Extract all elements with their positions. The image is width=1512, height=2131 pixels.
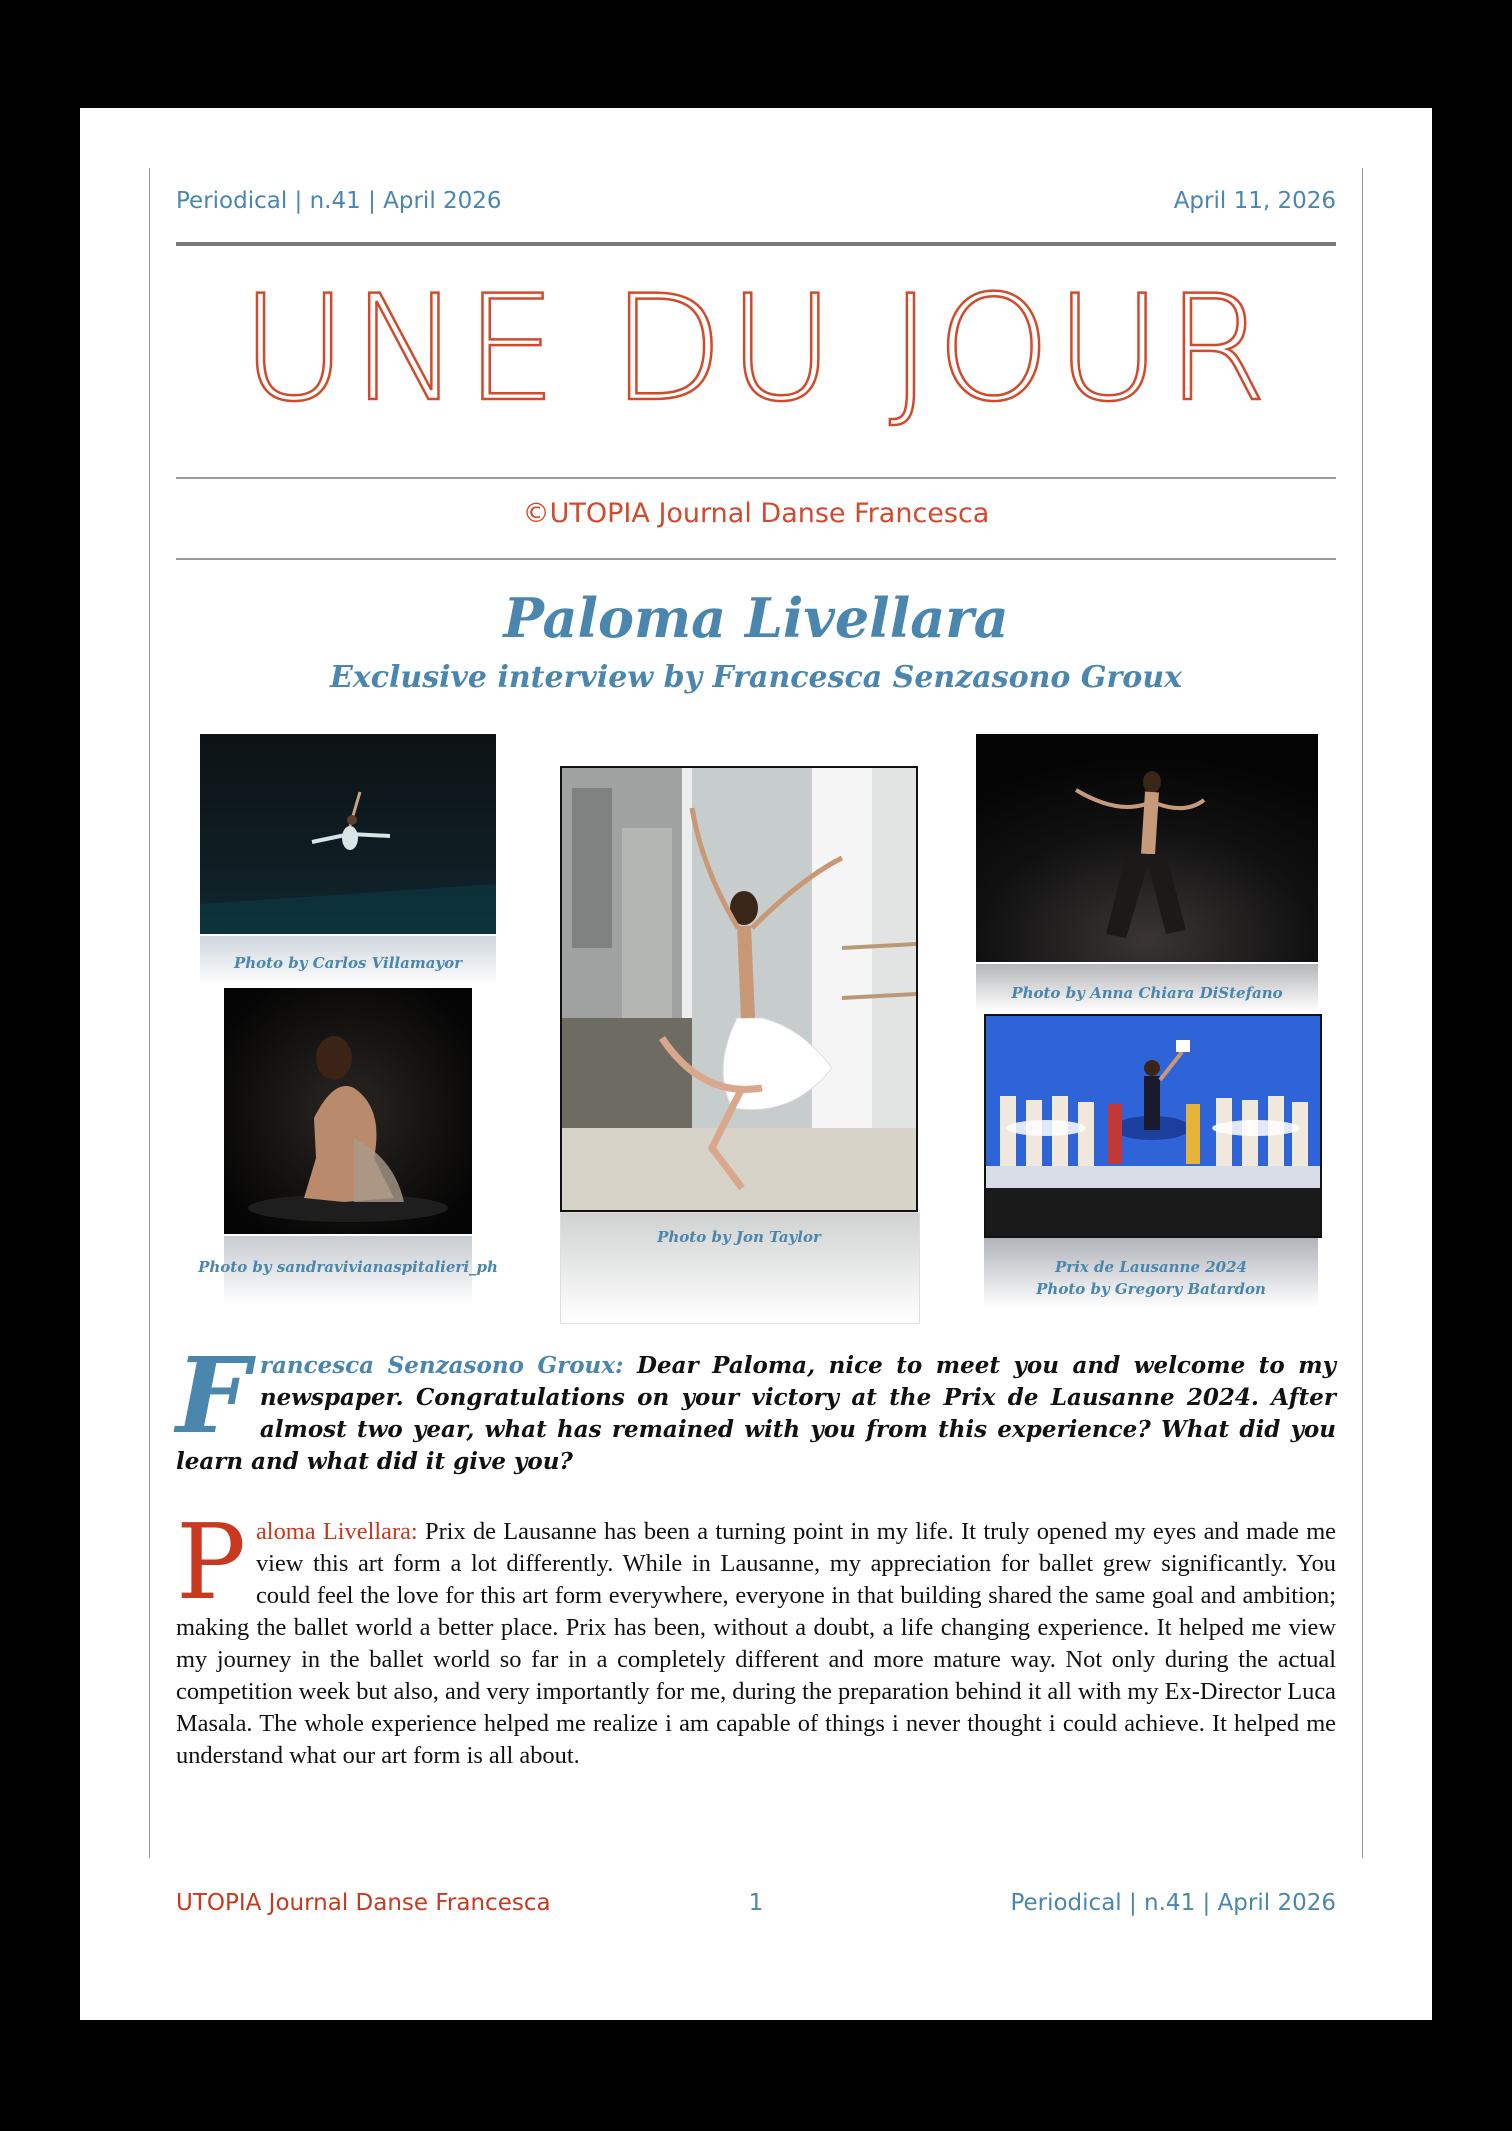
masthead-copyright: ©UTOPIA Journal Danse Francesca (522, 498, 990, 529)
photo-dancer-studio (560, 766, 918, 1212)
header-periodical: Periodical | n.41 | April 2026 (176, 188, 502, 214)
article-name: Paloma Livellara (503, 586, 1009, 650)
photo-dancer-kneeling (224, 988, 472, 1234)
caption-photo-5-line-1: Prix de Lausanne 2024 (1055, 1258, 1247, 1276)
caption-photo-4: Photo by Anna Chiara DiStefano (1011, 984, 1283, 1002)
header-date: April 11, 2026 (1173, 188, 1336, 214)
footer-periodical: Periodical | n.41 | April 2026 (1010, 1890, 1336, 1916)
article-subtitle: Exclusive interview by Francesca Senzasono Groux (329, 660, 1183, 695)
newspaper-page (80, 108, 1432, 2020)
masthead-title: UNE DU JOUR (240, 264, 1272, 434)
question-speaker: rancesca Senzasono Groux: (259, 1352, 624, 1379)
photo-dancer-contemporary (976, 734, 1318, 962)
caption-photo-5-line-2: Photo by Gregory Batardon (1036, 1280, 1266, 1298)
right-margin-line (1362, 168, 1363, 1858)
answer-text: Prix de Lausanne has been a turning point in my life. It truly opened my eyes and made me view this art form a lot differently. While in Lausanne, my appreciation for ballet grew significantly. You could feel the love for this art form everywhere, everyone in that building shared the same goal and ambition; making the ballet world a better place. Prix has been, without a doubt, a life changing experience. It helped me view my journey in the ballet world so far in a completely different and more mature way. Not only during the actual competition week but also, and very importantly for me, during the preparation behind it all with my Ex-Director Luca Masala. The whole experience helped me realize i am capable of things i never thought i could achieve. It helped me understand what our art form is all about. (176, 1518, 1336, 1769)
left-margin-line (149, 168, 150, 1858)
caption-photo-3: Photo by Jon Taylor (657, 1228, 821, 1246)
caption-photo-2: Photo by sandravivianaspitalieri_ph (198, 1258, 498, 1276)
photo-dancer-leap (200, 734, 496, 934)
question-text: Dear Paloma, nice to meet you and welcome to my newspaper. Congratulations on your victory at the Prix de Lausanne 2024. After almost two year, what has remained with you from this experience? What did you learn and what did it give you? (176, 1352, 1336, 1475)
caption-photo-1: Photo by Carlos Villamayor (233, 954, 463, 972)
masthead-rule-bottom (176, 558, 1336, 560)
header-rule (176, 242, 1336, 246)
photo-prix-lausanne-stage (984, 1014, 1322, 1238)
footer-publication: UTOPIA Journal Danse Francesca (176, 1890, 551, 1916)
question-dropcap: F (176, 1334, 250, 1457)
interview-question (176, 1334, 1336, 1478)
footer-page-number: 1 (748, 1890, 764, 1916)
masthead-rule-top (176, 477, 1336, 479)
interview-answer (176, 1501, 1336, 1772)
answer-dropcap: P (176, 1501, 246, 1623)
answer-speaker: aloma Livellara: (255, 1518, 418, 1545)
